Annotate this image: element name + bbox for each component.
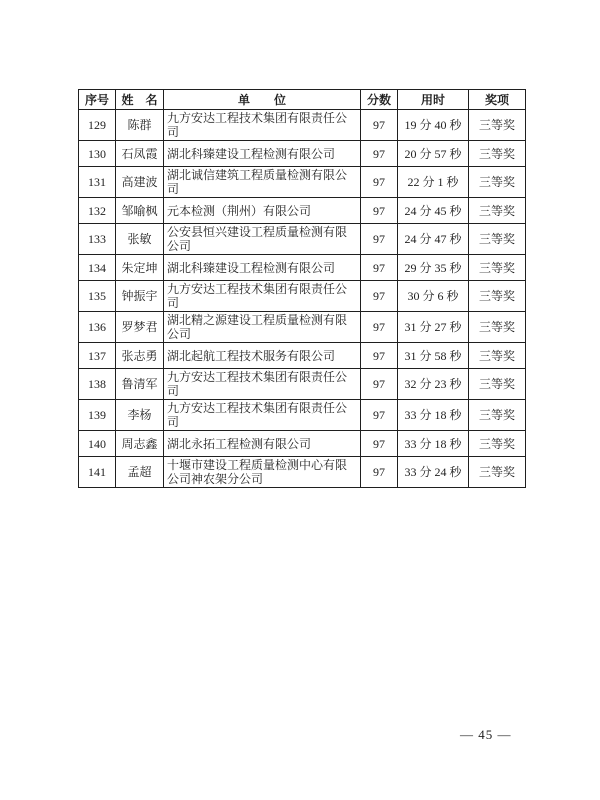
- cell-time: 29 分 35 秒: [398, 255, 469, 281]
- table-row: [79, 255, 526, 281]
- cell-name: 李杨: [116, 400, 164, 431]
- cell-name: 罗梦君: [116, 312, 164, 343]
- cell-unit: 九方安达工程技术集团有限责任公司: [164, 369, 361, 400]
- cell-no: 141: [79, 457, 116, 488]
- cell-no: 139: [79, 400, 116, 431]
- cell-name: 张志勇: [116, 343, 164, 369]
- table-row: [79, 343, 526, 369]
- cell-score: 97: [361, 110, 398, 141]
- cell-unit: 九方安达工程技术集团有限责任公司: [164, 400, 361, 431]
- cell-unit: 元本检测（荆州）有限公司: [164, 198, 361, 224]
- cell-name: 张敏: [116, 224, 164, 255]
- cell-unit: 湖北科臻建设工程检测有限公司: [164, 141, 361, 167]
- cell-score: 97: [361, 369, 398, 400]
- table-row: [79, 281, 526, 312]
- cell-name: 石凤霞: [116, 141, 164, 167]
- cell-no: 129: [79, 110, 116, 141]
- cell-score: 97: [361, 312, 398, 343]
- table-row: [79, 312, 526, 343]
- cell-score: 97: [361, 141, 398, 167]
- table-row: [79, 431, 526, 457]
- table-row: [79, 224, 526, 255]
- cell-score: 97: [361, 281, 398, 312]
- cell-unit: 公安县恒兴建设工程质量检测有限公司: [164, 224, 361, 255]
- table-row: [79, 110, 526, 141]
- header-name: 姓 名: [116, 90, 164, 110]
- cell-no: 136: [79, 312, 116, 343]
- cell-time: 33 分 18 秒: [398, 431, 469, 457]
- award-results-table: [78, 89, 526, 488]
- header-award: 奖项: [469, 90, 526, 110]
- cell-award: 三等奖: [469, 198, 526, 224]
- cell-unit: 湖北永拓工程检测有限公司: [164, 431, 361, 457]
- cell-no: 131: [79, 167, 116, 198]
- cell-award: 三等奖: [469, 224, 526, 255]
- table-row: [79, 400, 526, 431]
- cell-name: 朱定坤: [116, 255, 164, 281]
- cell-award: 三等奖: [469, 141, 526, 167]
- header-unit: 单 位: [164, 90, 361, 110]
- cell-award: 三等奖: [469, 457, 526, 488]
- cell-unit: 湖北诚信建筑工程质量检测有限公司: [164, 167, 361, 198]
- cell-time: 33 分 18 秒: [398, 400, 469, 431]
- cell-unit: 湖北科臻建设工程检测有限公司: [164, 255, 361, 281]
- cell-award: 三等奖: [469, 343, 526, 369]
- cell-unit: 湖北起航工程技术服务有限公司: [164, 343, 361, 369]
- cell-award: 三等奖: [469, 431, 526, 457]
- cell-time: 30 分 6 秒: [398, 281, 469, 312]
- cell-no: 138: [79, 369, 116, 400]
- cell-award: 三等奖: [469, 110, 526, 141]
- cell-score: 97: [361, 457, 398, 488]
- cell-score: 97: [361, 400, 398, 431]
- cell-time: 22 分 1 秒: [398, 167, 469, 198]
- cell-no: 130: [79, 141, 116, 167]
- cell-time: 19 分 40 秒: [398, 110, 469, 141]
- cell-time: 32 分 23 秒: [398, 369, 469, 400]
- cell-unit: 九方安达工程技术集团有限责任公司: [164, 110, 361, 141]
- table-row: [79, 141, 526, 167]
- cell-time: 20 分 57 秒: [398, 141, 469, 167]
- table-row: [79, 167, 526, 198]
- cell-no: 140: [79, 431, 116, 457]
- table-row: [79, 369, 526, 400]
- table-header-row: [79, 90, 526, 110]
- cell-score: 97: [361, 198, 398, 224]
- cell-award: 三等奖: [469, 400, 526, 431]
- cell-score: 97: [361, 224, 398, 255]
- cell-score: 97: [361, 431, 398, 457]
- cell-score: 97: [361, 255, 398, 281]
- header-time: 用时: [398, 90, 469, 110]
- cell-score: 97: [361, 167, 398, 198]
- cell-name: 周志鑫: [116, 431, 164, 457]
- cell-no: 134: [79, 255, 116, 281]
- cell-name: 鲁清军: [116, 369, 164, 400]
- cell-no: 132: [79, 198, 116, 224]
- cell-award: 三等奖: [469, 281, 526, 312]
- cell-no: 135: [79, 281, 116, 312]
- cell-name: 邹喻枫: [116, 198, 164, 224]
- cell-no: 137: [79, 343, 116, 369]
- cell-no: 133: [79, 224, 116, 255]
- cell-name: 钟振宇: [116, 281, 164, 312]
- cell-score: 97: [361, 343, 398, 369]
- table-row: [79, 198, 526, 224]
- cell-name: 陈群: [116, 110, 164, 141]
- cell-time: 33 分 24 秒: [398, 457, 469, 488]
- cell-time: 24 分 47 秒: [398, 224, 469, 255]
- cell-unit: 十堰市建设工程质量检测中心有限公司神农架分公司: [164, 457, 361, 488]
- table-row: [79, 457, 526, 488]
- page-number-footer: — 45 —: [460, 727, 512, 742]
- header-no: 序号: [79, 90, 116, 110]
- header-score: 分数: [361, 90, 398, 110]
- cell-unit: 九方安达工程技术集团有限责任公司: [164, 281, 361, 312]
- cell-unit: 湖北精之源建设工程质量检测有限公司: [164, 312, 361, 343]
- cell-award: 三等奖: [469, 255, 526, 281]
- cell-name: 孟超: [116, 457, 164, 488]
- cell-award: 三等奖: [469, 369, 526, 400]
- cell-name: 高建波: [116, 167, 164, 198]
- cell-time: 31 分 58 秒: [398, 343, 469, 369]
- cell-award: 三等奖: [469, 167, 526, 198]
- cell-time: 31 分 27 秒: [398, 312, 469, 343]
- cell-time: 24 分 45 秒: [398, 198, 469, 224]
- cell-award: 三等奖: [469, 312, 526, 343]
